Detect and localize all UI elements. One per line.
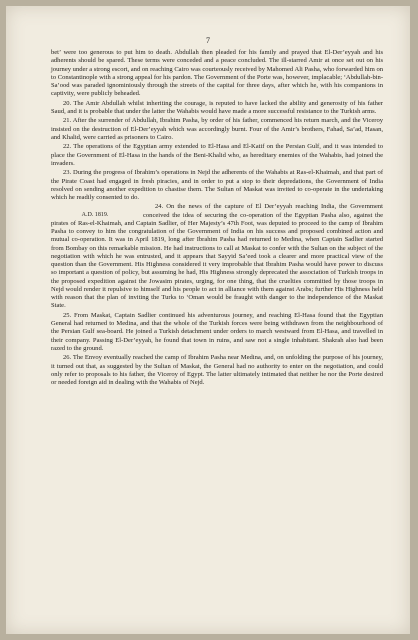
paragraph-20: 20. The Amir Abdullah whilst inheriting the courage, is reputed to have lacked the ability and generosity of his father Saud, and it is probable that under the latter the Wahabis would have made a more successful resistance to the Turkish arms.	[51, 99, 383, 115]
margin-date: A.D. 1819.	[81, 212, 109, 219]
paragraph-22: 22. The operations of the Egyptian army extended to El-Hasa and El-Katif on the Persian Gulf, and it was intended to place the Government of El-Hasa in the hands of the Beni-Khalid who, as hereditary enemies of the Wahabis, had joined the invaders.	[51, 143, 383, 167]
paragraph-continuation: bet’ were too generous to put him to death. Abdullah then pleaded for his family and prayed that El-Der’eyyah and his adherents should be spared. These terms were conceded and a peace concluded. The ill-starred Amir at once set out on his journey under a strong escort, and on reaching Cairo was courteously received by Mahomed Ali Pasha, who forwarded him on to Constantinople with a strong appeal for his pardon. The Government of the Porte was, however, implacable; ‘Abdullah-bin-Sa’ood was paraded ignominiously through the streets of the capital for three days, after which he, with his companions in captivity, were publicly beheaded.	[51, 49, 383, 98]
paragraph-25: 25. From Maskat, Captain Sadlier continued his adventurous journey, and reaching El-Hasa found that the Egyptian General had returned to Medina, and that the whole of the Turkish forces were being withdrawn from the neighbourhood of the Persian Gulf sea-board. He joined a Turkish detachment under orders to march westward from El-Hasa, and travelled in their company. Passing El-Der’eyyah, he found that town in ruins, and saw not a single inhabitant. Shakrah also had been razed to the ground.	[51, 311, 383, 352]
body-text	[51, 49, 383, 389]
paragraph-21: 21. After the surrender of Abdullah, Ibrahim Pasha, by order of his father, commenced his return march, and the Viceroy insisted on the destruction of El-Der’eyyah which was accordingly burnt. Four of the Amir’s brothers, Fahad, Sa’ad, Hasan, and Khalid, were carried as prisoners to Cairo.	[51, 117, 383, 141]
page-number: 7	[206, 36, 210, 45]
paragraph-23: 23. During the progress of Ibrahim’s operations in Nejd the adherents of the Wahabis at Ras-el-Khaimah, and that part of the Pirate Coast had engaged in fresh piracies, and in order to put a stop to their depredations, the Government of India resolved on sending another expedition to chastise them. The Sultan of Maskat was invited to co-operate in the undertaking which he readily consented to do.	[51, 169, 383, 201]
paragraph-24-block	[51, 203, 383, 310]
document-page	[6, 6, 410, 634]
paragraph-26: 26. The Envoy eventually reached the camp of Ibrahim Pasha near Medina, and, on unfolding the purpose of his journey, it turned out that, as suggested by the Sultan of Maskat, the General had no authority to enter on the negotiation, and could only refer to proposals to his father, the Viceroy of Egypt. The latter ultimately intimated that neither he nor the Porte desired or needed foreign aid in dealing with the Wahabis of Nejd.	[51, 354, 383, 387]
paragraph-24: 24. On the news of the capture of El Der’eyyah reaching India, the Government conceived the idea of securing the co-operation of the Egyptian Pasha also, against the pirates of Ras-el-Khaimah, and Captain Sadlier, of Her Majesty’s 47th Foot, was deputed to proceed to the camp of Ibrahim Pasha to convey to him the congratulation of the Government of India on his success and proposed combined action and mutual co-operation. It was in April 1819, long after Ibrahim Pasha had returned to Medina, when Captain Sadlier started from Bombay on this remarkable mission. He had instructions to call at Maskat to confer with the Sultan on the subject of the negotiation with which he was entrusted, and it appears that Sayyid Sa’eed took a clearer and more practical view of the question than the Government. His Highness considered it very improbable that Ibrahim Pasha would have power to discuss so important a question of policy, but assuming he had, His Highness strongly deprecated the association of Turkish troops in the proposed expedition against the Jowasim pirates, urging, for one thing, that the cruelties committed by those troops in Nejd would render it repulsive to himself and his people to act in alliance with them against Arabs; further His Highness held with reason that the plan of inviting the Turks to ‘Oman would be fraught with danger to the independence of the Maskat State.	[51, 203, 383, 310]
